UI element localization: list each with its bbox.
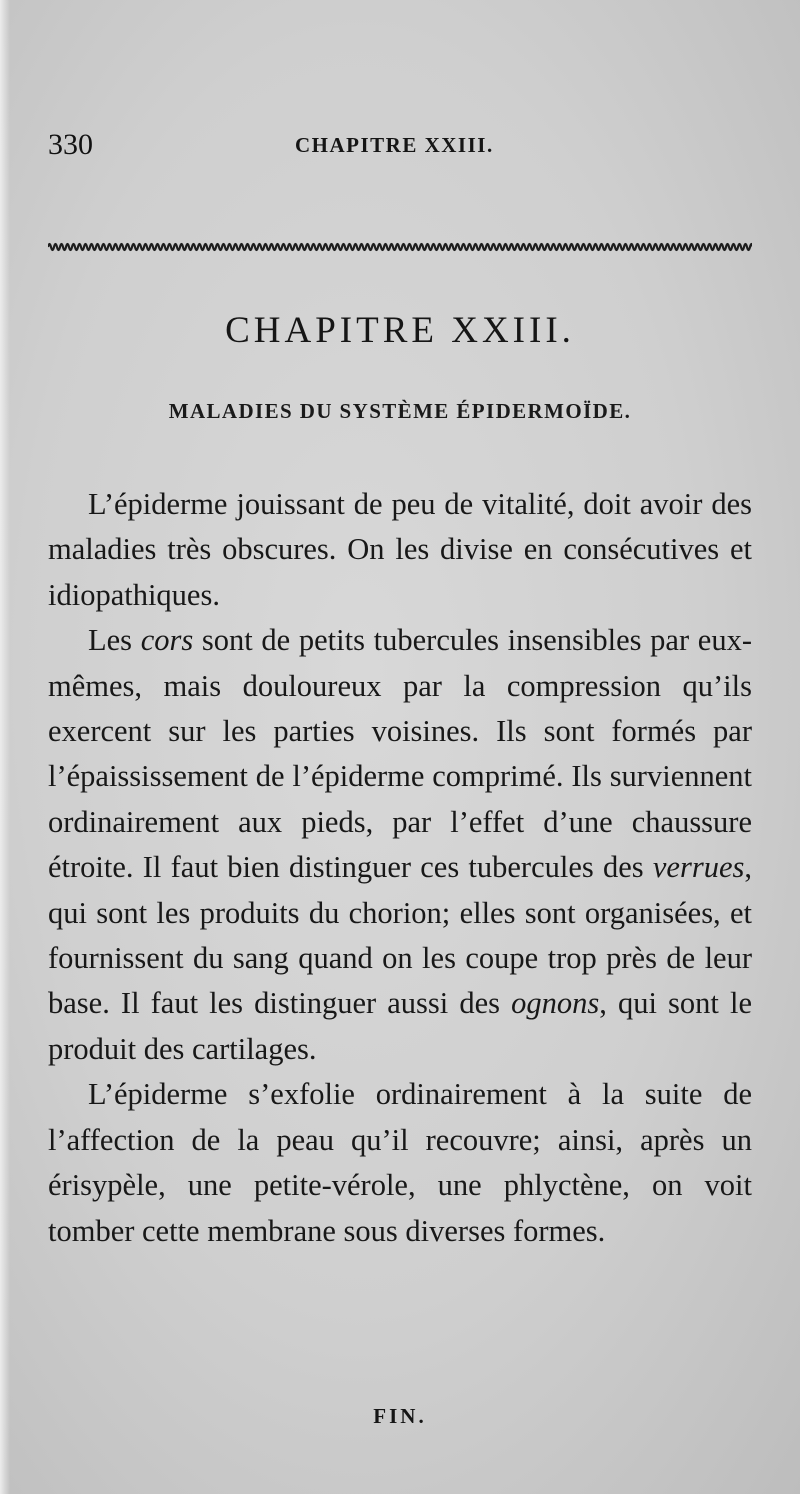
paragraph-text: Les (88, 623, 141, 658)
page-number: 330 (48, 128, 93, 161)
paragraph-text: , qui sont le produit des cartilages. (48, 986, 752, 1066)
italic-term: cors (140, 623, 194, 658)
page-edge (0, 0, 10, 1494)
paragraph-text: L’épiderme jouissant de peu de vitalité, doit avoir des maladies très obscures. On les divise en consécutives et idiopathiques. (48, 487, 752, 612)
page-header (48, 128, 752, 168)
italic-term: ognons (511, 986, 600, 1021)
end-marker: FIN. (373, 1404, 427, 1428)
paragraph (48, 482, 752, 618)
ornamental-rule (48, 238, 752, 256)
body-text (48, 482, 752, 1254)
italic-term: verrues (652, 850, 745, 885)
paragraph-text: , qui sont les produits du chorion; elles sont organisées, et fournissent du sang quand on les coupe trop près de leur base. Il faut les distinguer aussi des (48, 850, 752, 1021)
paragraph-text: sont de petits tubercules insensibles par eux-mêmes, mais douloureux par la compression qu’ils exercent sur les parties voisines. Ils sont formés par l’épaississement de l’épiderme comprimé. Ils surviennent ordinairement aux pieds, par l’effet d’une chaussure étroite. Il faut bien distinguer ces tubercules des (48, 623, 752, 885)
running-head: CHAPITRE XXIII. (295, 133, 494, 157)
paragraph (48, 618, 752, 1072)
paragraph-text: L’épiderme s’exfolie ordinairement à la suite de l’affection de la peau qu’il recouvre; ainsi, après un érisypèle, une petite-vérole, une phlyctène, on voit tomber cette membrane sous diverses formes. (48, 1077, 752, 1248)
chapter-title: CHAPITRE XXIII. (225, 310, 575, 351)
paragraph (48, 1072, 752, 1254)
chapter-subtitle: MALADIES DU SYSTÈME ÉPIDERMOÏDE. (168, 399, 632, 423)
